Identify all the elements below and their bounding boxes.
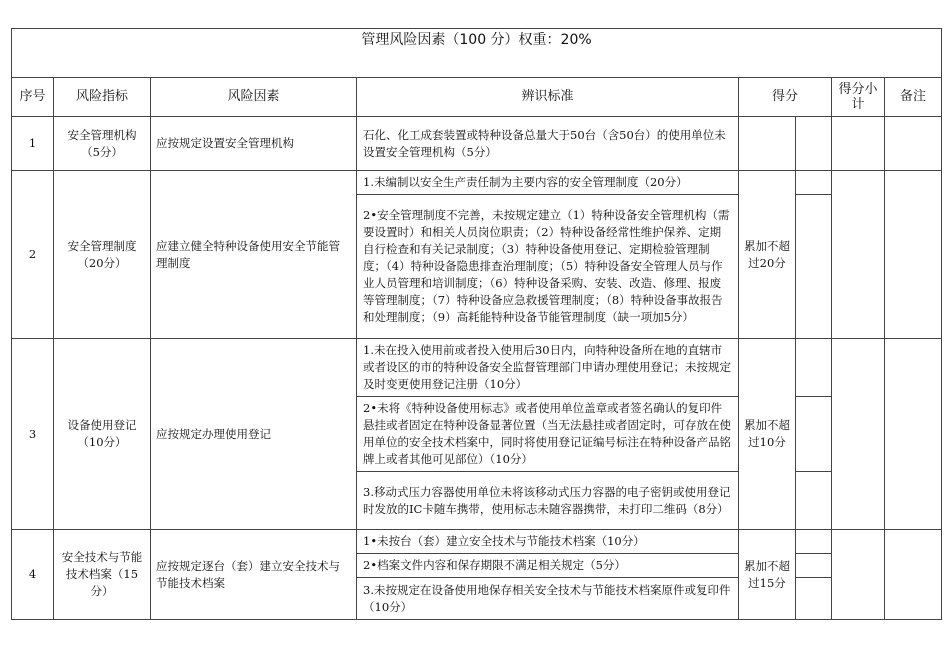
row-score: 累加不超过10分 [739, 339, 796, 530]
row-remark [885, 530, 942, 620]
row-indicator: 安全技术与节能技术档案（15分） [54, 530, 151, 620]
header-score: 得分 [739, 78, 832, 117]
row-criteria-item: 2•档案文件内容和保存期限不满足相关规定（5分） [357, 554, 739, 578]
row-score-cell [796, 554, 832, 578]
row-score: 累加不超过20分 [739, 171, 796, 339]
header-seq: 序号 [12, 78, 54, 117]
row-score-cell [796, 530, 832, 554]
row-remark [885, 339, 942, 530]
row-score-cell [796, 339, 832, 397]
row-subtotal [832, 530, 885, 620]
row-indicator: 设备使用登记（10分） [54, 339, 151, 530]
row-criteria: 石化、化工成套装置或特种设备总量大于50台（含50台）的使用单位未设置安全管理机构（5分） [357, 117, 739, 171]
risk-table [11, 28, 942, 620]
header-criteria: 辨识标准 [357, 78, 739, 117]
table-row [12, 339, 942, 397]
row-criteria-item: 1•未按台（套）建立安全技术与节能技术档案（10分） [357, 530, 739, 554]
row-seq: 3 [12, 339, 54, 530]
row-remark [885, 171, 942, 339]
row-score-cell [796, 472, 832, 530]
row-subtotal [832, 339, 885, 530]
row-criteria-item: 1.未在投入使用前或者投入使用后30日内，向特种设备所在地的直辖市或者设区的市的特种设备安全监督管理部门申请办理使用登记；未按规定及时变更使用登记注册（10分） [357, 339, 739, 397]
row-criteria-item: 1.未编制以安全生产责任制为主要内容的安全管理制度（20分） [357, 171, 739, 195]
row-criteria-item: 2•未将《特种设备使用标志》或者使用单位盖章或者签名确认的复印件悬挂或者固定在特种设备显著位置（当无法悬挂或者固定时，可存放在使用单位的安全技术档案中，同时将使用登记证编号标注在特种设备产品铭牌上或者其他可见部位）（10分） [357, 397, 739, 472]
table-title: 管理风险因素（100 分）权重：20% [12, 29, 942, 78]
row-score-cell [796, 117, 832, 171]
row-indicator: 安全管理机构（5分） [54, 117, 151, 171]
row-indicator: 安全管理制度（20分） [54, 171, 151, 339]
row-seq: 4 [12, 530, 54, 620]
row-score [739, 117, 796, 171]
row-score-cell [796, 171, 832, 195]
row-factor: 应建立健全特种设备使用安全节能管理制度 [151, 171, 357, 339]
table-row [12, 530, 942, 554]
header-factor: 风险因素 [151, 78, 357, 117]
row-score-cell [796, 195, 832, 339]
risk-table-container [11, 28, 941, 620]
row-score-cell [796, 397, 832, 472]
row-seq: 1 [12, 117, 54, 171]
row-factor: 应按规定设置安全管理机构 [151, 117, 357, 171]
table-row [12, 171, 942, 195]
row-subtotal [832, 171, 885, 339]
row-factor: 应按规定逐台（套）建立安全技术与节能技术档案 [151, 530, 357, 620]
header-subtotal: 得分小计 [832, 78, 885, 117]
row-score: 累加不超过15分 [739, 530, 796, 620]
row-subtotal [832, 117, 885, 171]
row-criteria-item: 2•安全管理制度不完善，未按规定建立（1）特种设备安全管理机构（需要设置时）和相关人员岗位职责；（2）特种设备经常性维护保养、定期自行检查和有关记录制度；（3）特种设备使用登记、定期检验管理制度；（4）特种设备隐患排查治理制度；（5）特种设备安全管理人员与作业人员管理和培训制度；（6）特种设备采购、安装、改造、修理、报废等管理制度；（7）特种设备应急救援管理制度；（8）特种设备事故报告和处理制度；（9）高耗能特种设备节能管理制度（缺一项加5分） [357, 195, 739, 339]
row-score-cell [796, 578, 832, 620]
row-criteria-item: 3.移动式压力容器使用单位未将该移动式压力容器的电子密钥或使用登记时发放的IC卡随车携带，使用标志未随容器携带，未打印二维码（8分） [357, 472, 739, 530]
row-remark [885, 117, 942, 171]
row-criteria-item: 3.未按规定在设备使用地保存相关安全技术与节能技术档案原件或复印件（10分） [357, 578, 739, 620]
row-seq: 2 [12, 171, 54, 339]
header-indicator: 风险指标 [54, 78, 151, 117]
row-factor: 应按规定办理使用登记 [151, 339, 357, 530]
table-row [12, 117, 942, 171]
header-remark: 备注 [885, 78, 942, 117]
